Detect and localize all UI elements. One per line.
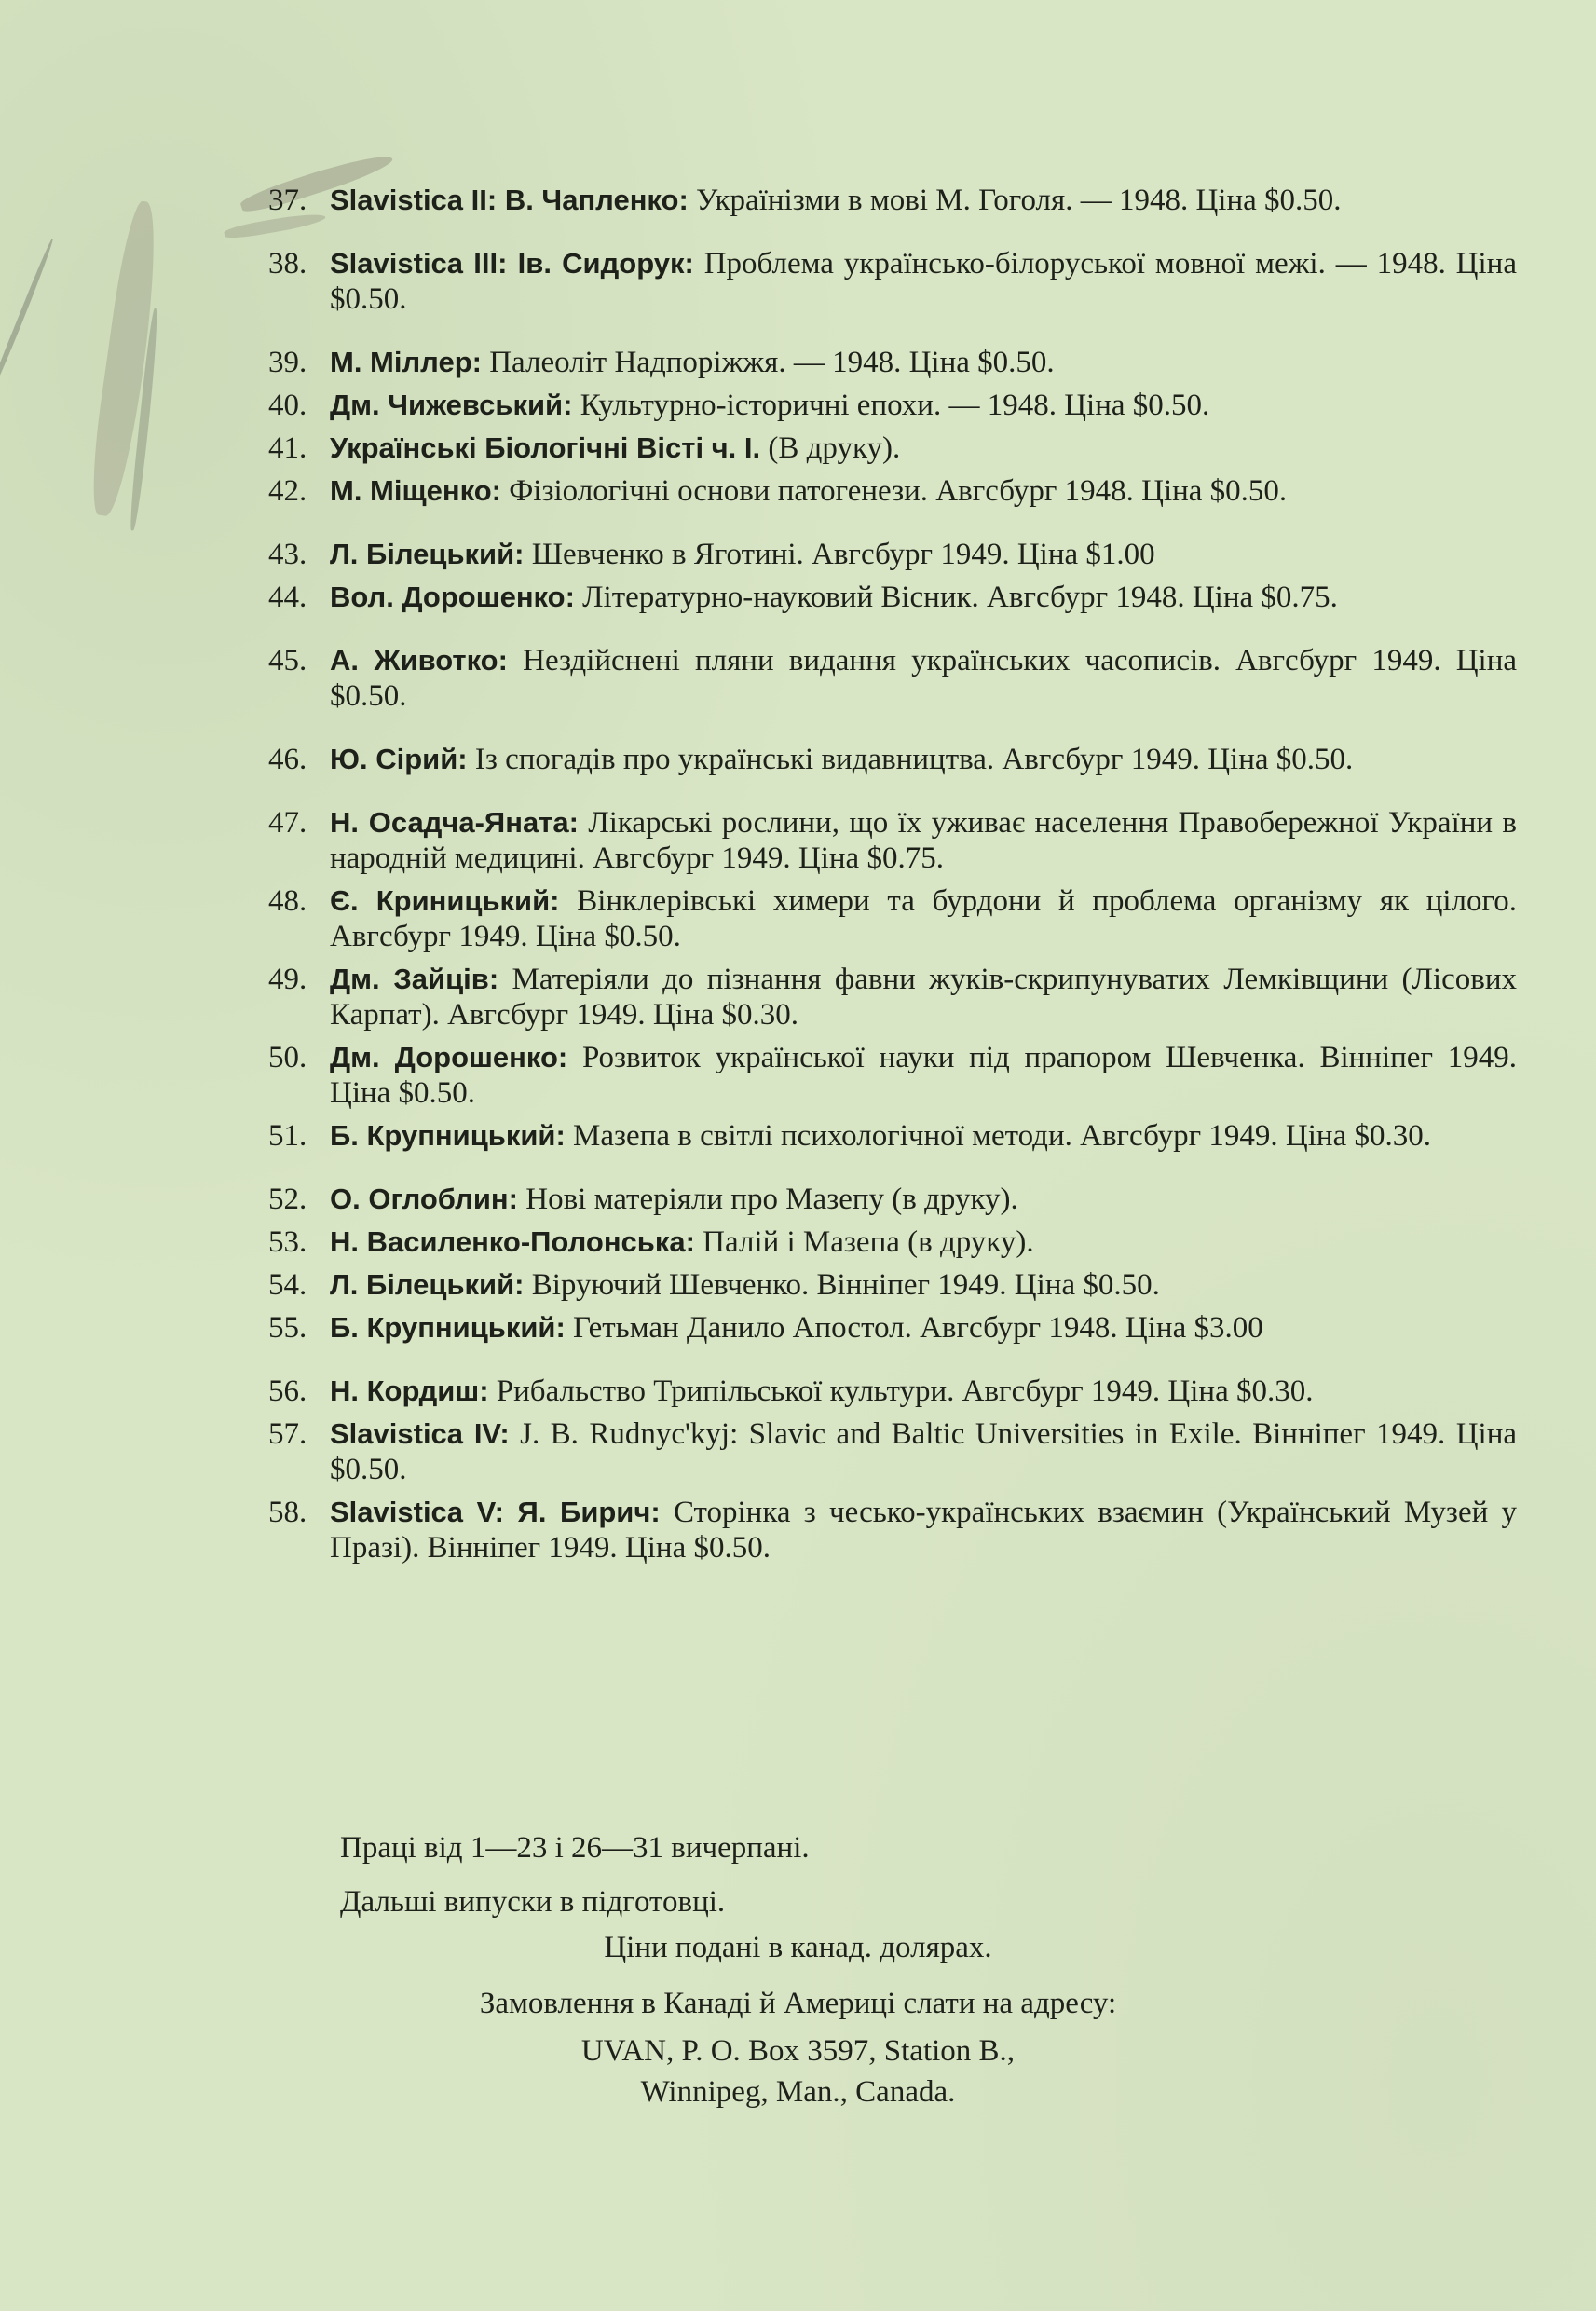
item-text xyxy=(330,183,1517,218)
address-line-2: Winnipeg, Man., Canada. xyxy=(640,2075,956,2109)
item-author: Н. Осадча-Яната: xyxy=(330,806,579,839)
address-intro: Замовлення в Канаді й Америці слати на адресу: xyxy=(479,1987,1117,2020)
item-text xyxy=(330,246,1517,317)
item-author: Slavistica III: Ів. Сидорук: xyxy=(330,247,694,280)
address-line-1: UVAN, P. O. Box 3597, Station B., xyxy=(580,2034,1016,2068)
item-text xyxy=(330,1416,1517,1487)
item-author: Slavistica II: В. Чапленко: xyxy=(330,184,689,216)
list-item xyxy=(268,1495,1517,1566)
item-text xyxy=(330,473,1517,509)
item-number: 54. xyxy=(268,1268,307,1302)
item-number: 52. xyxy=(268,1183,307,1216)
note-exhausted: Праці від 1—23 і 26—31 вичерпані. xyxy=(340,1831,810,1865)
item-author: Ю. Сірий: xyxy=(330,743,468,775)
item-text xyxy=(330,345,1517,380)
item-number: 39. xyxy=(268,346,307,379)
item-number: 40. xyxy=(268,389,307,422)
item-title: Культурно-історичні епохи. — 1948. Ціна $0.50. xyxy=(580,389,1210,422)
list-item xyxy=(268,1310,1517,1346)
item-title: Літературно-науковий Вісник. Авгсбург 1948. Ціна $0.75. xyxy=(582,581,1338,614)
item-text xyxy=(330,742,1517,777)
item-number: 48. xyxy=(268,884,307,918)
item-author: А. Животко: xyxy=(330,644,508,677)
item-text xyxy=(330,1040,1517,1111)
item-title: Із спогадів про українські видавництва. Авгсбург 1949. Ціна $0.50. xyxy=(474,743,1354,776)
note-prices: Ціни подані в канад. долярах. xyxy=(604,1931,992,1964)
item-text xyxy=(330,643,1517,714)
item-text xyxy=(330,537,1517,572)
item-title: Проблема українсько-білоруської мовної межі. — 1948. Ціна $0.50. xyxy=(330,247,1517,316)
item-text xyxy=(330,1118,1517,1154)
item-number: 46. xyxy=(268,743,307,776)
item-number: 41. xyxy=(268,431,307,465)
list-item xyxy=(268,742,1517,777)
list-item xyxy=(268,580,1517,615)
item-title: Палій і Мазепа (в друку). xyxy=(703,1225,1034,1259)
item-author: М. Міллер: xyxy=(330,346,482,378)
item-title: Мазепа в світлі психологічної методи. Авгсбург 1949. Ціна $0.30. xyxy=(573,1119,1431,1153)
item-title: Матеріяли до пізнання фавни жуків-скрипунуватих Лемківщини (Лісових Карпат). Авгсбург 1949. Ціна $0.30. xyxy=(330,963,1517,1032)
item-number: 57. xyxy=(268,1417,307,1451)
list-item xyxy=(268,805,1517,876)
list-item xyxy=(268,537,1517,572)
item-title: Палеоліт Надпоріжжя. — 1948. Ціна $0.50. xyxy=(489,346,1055,379)
list-item xyxy=(268,388,1517,423)
item-title: Вінклерівські химери та бурдони й проблема організму як цілого. Авгсбург 1949. Ціна $0.50. xyxy=(330,884,1517,953)
item-author: Н. Василенко-Полонська: xyxy=(330,1225,695,1258)
list-item xyxy=(268,345,1517,380)
list-item xyxy=(268,1040,1517,1111)
item-author: Б. Крупницький: xyxy=(330,1119,566,1152)
item-author: Дм. Чижевський: xyxy=(330,389,573,421)
item-number: 49. xyxy=(268,963,307,996)
list-item xyxy=(268,1118,1517,1154)
item-number: 47. xyxy=(268,806,307,840)
publication-list xyxy=(268,183,1517,1566)
item-number: 37. xyxy=(268,184,307,217)
item-text xyxy=(330,883,1517,954)
list-item xyxy=(268,1267,1517,1303)
list-item xyxy=(268,1374,1517,1409)
item-number: 58. xyxy=(268,1496,307,1529)
item-author: Л. Білецький: xyxy=(330,538,525,570)
list-item xyxy=(268,431,1517,466)
item-title: Гетьман Данило Апостол. Авгсбург 1948. Ціна $3.00 xyxy=(573,1311,1263,1345)
item-number: 51. xyxy=(268,1119,307,1153)
item-text xyxy=(330,1495,1517,1566)
list-item xyxy=(268,246,1517,317)
item-number: 53. xyxy=(268,1225,307,1259)
item-author: Б. Крупницький: xyxy=(330,1311,566,1344)
item-text xyxy=(330,962,1517,1032)
list-item xyxy=(268,1182,1517,1217)
item-author: Л. Білецький: xyxy=(330,1268,525,1301)
list-item xyxy=(268,643,1517,714)
note-forthcoming: Дальші випуски в підготовці. xyxy=(340,1885,726,1919)
item-title: Віруючий Шевченко. Вінніпег 1949. Ціна $0.50. xyxy=(531,1268,1160,1302)
item-title: Нові матеріяли про Мазепу (в друку). xyxy=(525,1183,1018,1216)
item-title: Шевченко в Яготині. Авгсбург 1949. Ціна $1.00 xyxy=(531,538,1155,571)
item-title: Українізми в мові М. Гоголя. — 1948. Ціна $0.50. xyxy=(696,184,1342,217)
list-item xyxy=(268,183,1517,218)
item-author: Н. Кордиш: xyxy=(330,1374,489,1407)
item-author: О. Оглоблин: xyxy=(330,1183,518,1215)
item-title: Фізіологічні основи патогенези. Авгсбург 1948. Ціна $0.50. xyxy=(509,474,1288,508)
item-text xyxy=(330,431,1517,466)
item-author: Є. Криницький: xyxy=(330,884,560,917)
item-number: 50. xyxy=(268,1041,307,1074)
item-title: Лікарські рослини, що їх уживає населення Правобережної України в народній медицині. Авгсбург 1949. Ціна $0.75. xyxy=(330,806,1518,875)
item-title: Нездійснені пляни видання українських часописів. Авгсбург 1949. Ціна $0.50. xyxy=(330,644,1518,713)
item-author: Дм. Дорошенко: xyxy=(330,1041,568,1073)
item-author: Slavistica IV: xyxy=(330,1417,510,1450)
list-item xyxy=(268,962,1517,1032)
item-number: 45. xyxy=(268,644,307,677)
item-author: Вол. Дорошенко: xyxy=(330,581,575,613)
list-item xyxy=(268,1224,1517,1260)
item-title: Рибальство Трипільської культури. Авгсбург 1949. Ціна $0.30. xyxy=(496,1374,1314,1408)
item-text xyxy=(330,805,1517,876)
item-text xyxy=(330,1267,1517,1303)
item-text xyxy=(330,580,1517,615)
item-number: 44. xyxy=(268,581,307,614)
list-item xyxy=(268,883,1517,954)
item-text xyxy=(330,1224,1517,1260)
item-number: 43. xyxy=(268,538,307,571)
item-author: М. Міщенко: xyxy=(330,474,501,507)
item-number: 55. xyxy=(268,1311,307,1345)
item-text xyxy=(330,388,1517,423)
item-title: (В друку). xyxy=(768,431,901,465)
list-item xyxy=(268,1416,1517,1487)
item-number: 56. xyxy=(268,1374,307,1408)
item-text xyxy=(330,1182,1517,1217)
item-title: J. B. Rudnyc'kyj: Slavic and Baltic Universities in Exile. Вінніпег 1949. Ціна $0.50. xyxy=(330,1417,1517,1486)
item-author: Slavistica V: Я. Бирич: xyxy=(330,1496,661,1528)
item-author: Дм. Зайців: xyxy=(330,963,499,995)
list-item xyxy=(268,473,1517,509)
item-text xyxy=(330,1374,1517,1409)
item-title: Сторінка з чесько-українських взаємин (Український Музей у Празі). Вінніпег 1949. Ціна $0.50. xyxy=(330,1496,1518,1565)
item-author: Українські Біологічні Вісті ч. І. xyxy=(330,431,761,464)
item-number: 42. xyxy=(268,474,307,508)
item-text xyxy=(330,1310,1517,1346)
item-number: 38. xyxy=(268,247,307,280)
item-title: Розвиток української науки під прапором Шевченка. Вінніпег 1949. Ціна $0.50. xyxy=(330,1041,1517,1110)
